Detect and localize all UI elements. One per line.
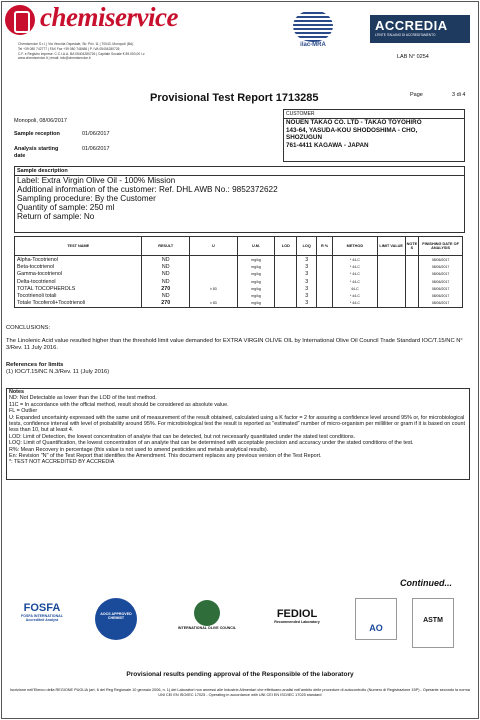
finish-date-cell: 08/06/2017: [419, 292, 463, 299]
unit-cell: mg/kg: [237, 292, 275, 299]
test-name-cell: Totale Tocoferoli+Tocotrienoli: [15, 300, 142, 308]
astm-logo: [412, 598, 454, 648]
recovery-cell: [317, 300, 333, 308]
sample-line: Label: Extra Virgin Olive Oil - 100% Mission: [17, 176, 176, 185]
olive-icon: [194, 600, 220, 626]
test-name-cell: Tocotrienoli totali: [15, 292, 142, 299]
uncertainty-cell: [190, 292, 238, 299]
test-name-cell: TOTAL TOCOPHEROLS: [15, 285, 142, 292]
sample-header: Sample description: [15, 167, 464, 176]
recovery-cell: [317, 278, 333, 285]
reception-value: 01/06/2017: [82, 131, 110, 137]
references-section: [6, 362, 109, 376]
note-line: ND: Not Detectable as lower than the LOD of the test method.: [9, 395, 157, 402]
note-line: *: TEST NOT ACCREDITED BY ACCREDIA: [9, 459, 115, 466]
ao-name: AO: [369, 623, 383, 633]
recovery-cell: [317, 256, 333, 264]
loq-cell: 3: [297, 278, 317, 285]
column-header: RESULT: [142, 237, 190, 256]
ioc-name: INTERNATIONAL OLIVE COUNCIL: [177, 626, 237, 630]
column-header: R %: [317, 237, 333, 256]
company-address: [18, 42, 208, 61]
table-row: [15, 278, 463, 285]
company-line: Chemiservice S.r.l. | Via Vecchia Ospedale, Str. Priv. 11 | 70043, Monopoli (BA): [18, 42, 134, 46]
table-row: [15, 292, 463, 299]
notes-cell: [405, 292, 419, 299]
method-cell: * 44-C: [333, 263, 378, 270]
result-cell: ND: [142, 278, 190, 285]
limit-value-cell: [377, 263, 405, 270]
column-header: NOTE S: [405, 237, 419, 256]
sample-line: Return of sample: No: [17, 212, 95, 221]
place-date: Monopoli, 08/06/2017: [14, 118, 67, 124]
test-name-cell: Alpha-Tocotrienol: [15, 256, 142, 264]
note-line: LOD: Limit of Detection, the lowest concentration of analyte that can be detected, but not necessarily quantitated under the stated test conditions.: [9, 433, 356, 440]
footer-registry: Iscrizione nell'Elenco della REGIONE PUGLIA (art. 6 del Reg Regionale 10 gennaio 2006, n. 1) dei Laboratori non annessi alle Industrie Alimentari che effettuano analisi nell'ambito delle procedure di autocontrollo (Numero di Registrazione 15P) - Operante secondo la norma UNI CEI EN ISO/IEC 17025 - Operating in accordance with UNI CEI EN ISO/IEC 17025 standard: [10, 688, 470, 697]
finish-date-cell: 08/06/2017: [419, 271, 463, 278]
uncertainty-cell: [190, 263, 238, 270]
lod-cell: [275, 278, 297, 285]
accredia-name: ACCREDIA: [375, 18, 448, 33]
aocs-logo: [95, 598, 137, 640]
ilac-text: ilac-MRA: [300, 42, 326, 48]
result-cell: 270: [142, 300, 190, 308]
finish-date-cell: 08/06/2017: [419, 285, 463, 292]
method-cell: * 44-C: [333, 271, 378, 278]
page-number: 3 di 4: [452, 92, 466, 98]
uncertainty-cell: ± 83: [190, 300, 238, 308]
customer-line: 143-64, YASUDA-KOU SHODOSHIMA - CHO,: [286, 126, 418, 134]
notes-cell: [405, 278, 419, 285]
result-cell: ND: [142, 292, 190, 299]
loq-cell: 3: [297, 292, 317, 299]
loq-cell: 3: [297, 271, 317, 278]
company-line: www.chemiservice.it | email: info@chemiservice.it: [18, 56, 91, 61]
references-label: References for limits: [6, 362, 64, 368]
conclusions-text: The Linolenic Acid value resulted higher than the threshold limit value demanded for EXTRA VIRGIN OLIVE OIL by International Olive Oil Council Trade Standard IOC/T.15/NC N° 3/Rev. 11 July 2016.: [6, 338, 463, 351]
results-table: [14, 236, 463, 308]
column-header: METHOD: [333, 237, 378, 256]
customer-line: NOUEN TAKAO CO. LTD - TAKAO TOYOHIRO: [286, 119, 422, 126]
continued-label: Continued...: [400, 578, 452, 588]
unit-cell: mg/kg: [237, 256, 275, 264]
notes-cell: [405, 271, 419, 278]
loq-cell: 3: [297, 300, 317, 308]
notes-cell: [405, 263, 419, 270]
table-row: [15, 271, 463, 278]
finish-date-cell: 08/06/2017: [419, 278, 463, 285]
customer-box: [283, 109, 465, 162]
column-header: LIMIT VALUE: [377, 237, 405, 256]
column-header: U.M.: [237, 237, 275, 256]
lod-cell: [275, 300, 297, 308]
company-line: Tel +39 080 742777 | FAX Fax +39 080 748486 | P. IVA 05404280726: [18, 46, 120, 51]
table-row: [15, 263, 463, 270]
method-cell: * 44-C: [333, 278, 378, 285]
conclusions-section: [6, 325, 468, 352]
conclusions-label: CONCLUSIONS:: [6, 325, 51, 331]
uncertainty-cell: [190, 278, 238, 285]
ao-logo: [355, 598, 397, 640]
lod-cell: [275, 285, 297, 292]
ilac-mra-logo: [290, 10, 336, 58]
column-header: U: [190, 237, 238, 256]
finish-date-cell: 08/06/2017: [419, 300, 463, 308]
chemiservice-logo-icon: [5, 5, 35, 35]
customer-line: 761-4411 KAGAWA - JAPAN: [286, 141, 369, 149]
recovery-cell: [317, 292, 333, 299]
recovery-cell: [317, 285, 333, 292]
uncertainty-cell: [190, 256, 238, 264]
customer-line: SHOZUGUN: [286, 134, 323, 141]
customer-header: CUSTOMER: [284, 110, 464, 119]
notes-cell: [405, 300, 419, 308]
unit-cell: mg/kg: [237, 278, 275, 285]
aocs-name: AOCS APPROVED CHEMIST: [100, 612, 132, 620]
limit-value-cell: [377, 278, 405, 285]
sample-line: Additional information of the customer: Ref. DHL AWB No.: 9852372622: [17, 185, 278, 194]
lod-cell: [275, 292, 297, 299]
method-cell: * 44-C: [333, 292, 378, 299]
notes-label: Notes: [9, 389, 24, 395]
finish-date-cell: 08/06/2017: [419, 263, 463, 270]
test-name-cell: Beta-tocotrienol: [15, 263, 142, 270]
fosfa-logo: [12, 602, 72, 622]
recovery-cell: [317, 271, 333, 278]
unit-cell: mg/kg: [237, 285, 275, 292]
recovery-cell: [317, 263, 333, 270]
note-line: FL = Outlier: [9, 408, 38, 415]
method-cell: * 44-C: [333, 300, 378, 308]
finish-date-cell: 08/06/2017: [419, 256, 463, 264]
sample-description-box: [14, 166, 465, 233]
unit-cell: mg/kg: [237, 300, 275, 308]
analysis-label: Analysis starting: [14, 146, 59, 152]
method-cell: 44-C: [333, 285, 378, 292]
method-cell: * 44-C: [333, 256, 378, 264]
table-row: [15, 285, 463, 292]
uncertainty-cell: ± 83: [190, 285, 238, 292]
column-header: LOD: [275, 237, 297, 256]
loq-cell: 3: [297, 256, 317, 264]
limit-value-cell: [377, 256, 405, 264]
limit-value-cell: [377, 300, 405, 308]
fediol-logo: [262, 608, 332, 624]
loq-cell: 3: [297, 263, 317, 270]
accreditation-logos: [0, 598, 480, 658]
limit-value-cell: [377, 292, 405, 299]
column-header: LOQ: [297, 237, 317, 256]
table-header-row: [15, 237, 463, 256]
note-line: En: Revision "N" of the Test Report that identifies the Amendment. This document replaces any previous version of the Test Report.: [9, 453, 322, 460]
column-header: FINISHING DATE OF ANALYSIS: [419, 237, 463, 256]
lod-cell: [275, 271, 297, 278]
test-name-cell: Gamma-tocotrienol: [15, 271, 142, 278]
unit-cell: mg/kg: [237, 263, 275, 270]
result-cell: ND: [142, 263, 190, 270]
result-cell: ND: [142, 271, 190, 278]
lod-cell: [275, 263, 297, 270]
unit-cell: mg/kg: [237, 271, 275, 278]
result-cell: ND: [142, 256, 190, 264]
brand-name: chemiservice: [40, 2, 178, 32]
note-line: 11C = In accordance with the official method, result should be considered as absolute value.: [9, 401, 229, 408]
test-name-cell: Delta-tocotrienol: [15, 278, 142, 285]
analysis-label-2: date: [14, 153, 26, 159]
globe-icon: [293, 10, 333, 42]
ioc-logo: [172, 600, 242, 630]
fediol-sub: Recommended Laboratory: [274, 620, 320, 624]
note-line: R%: Mean Recovery in percentage (this value is not used to amend pesticides and metals analytical results).: [9, 446, 269, 453]
table-row: [15, 300, 463, 308]
lab-number: LAB N° 0254: [397, 54, 429, 60]
limit-value-cell: [377, 285, 405, 292]
lod-cell: [275, 256, 297, 264]
page-label: Page: [410, 92, 423, 98]
accredia-logo: [370, 15, 470, 43]
column-header: TEST NAME: [15, 237, 142, 256]
company-line: C.F. e Registro Imprese: C.C.I.A.A. BA 05404280726 | Capitale Sociale € 89.000,00 i.v.: [18, 51, 146, 56]
note-line: U: Expanded uncertainty expressed with the same unit of measurement of the result obtained, calculated using a K factor = 2 for assuring a confidence level around 95% or, for microbiological tests, confidence interval with level of probability around 95%. For microbiological test the result is reported as "estimated" number of micro-organism per milliliter or gram if it is based on count less than 10, but at least 4.: [9, 414, 465, 434]
fediol-name: FEDIOL: [276, 608, 318, 620]
astm-name: ASTM: [423, 617, 443, 624]
uncertainty-cell: [190, 271, 238, 278]
footer-pending-note: Provisional results pending approval of the Responsible of the laboratory: [126, 671, 354, 678]
notes-box: [6, 388, 470, 480]
sample-line: Quantity of sample: 250 ml: [17, 203, 115, 212]
fosfa-sub: FOSFA INTERNATIONAL Accredited Analyst: [21, 614, 63, 622]
fosfa-name: FOSFA: [23, 602, 61, 614]
references-text: (1) IOC/T.15/NC N.3/Rev. 11 (July 2016): [6, 369, 110, 375]
notes-cell: [405, 285, 419, 292]
note-line: LOQ: Limit of Quantification, the lowest concentration of an analyte that can be determined with acceptable precision and accuracy under the stated conditions of the test.: [9, 440, 414, 447]
notes-cell: [405, 256, 419, 264]
report-title: Provisional Test Report 1713285: [150, 92, 319, 104]
analysis-value: 01/06/2017: [82, 146, 110, 152]
table-row: [15, 256, 463, 264]
loq-cell: 3: [297, 285, 317, 292]
limit-value-cell: [377, 271, 405, 278]
sample-line: Sampling procedure: By the Customer: [17, 194, 156, 203]
reception-label: Sample reception: [14, 131, 60, 137]
result-cell: 270: [142, 285, 190, 292]
accredia-subtitle: L'ENTE ITALIANO DI ACCREDITAMENTO: [375, 33, 436, 37]
